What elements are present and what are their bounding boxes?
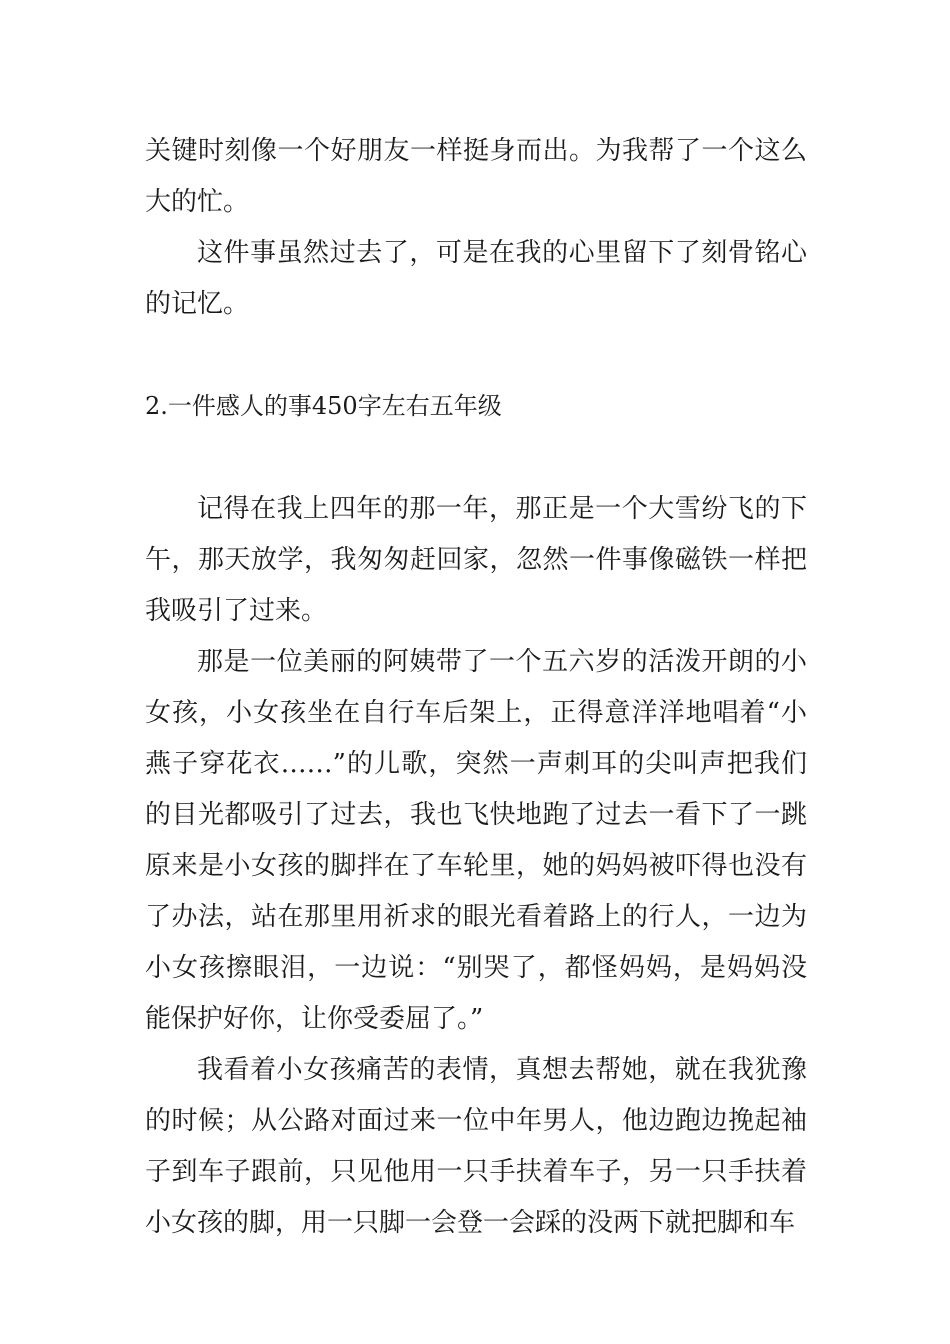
section-heading: 2.一件感人的事450字左右五年级: [145, 392, 502, 420]
body-paragraph-3: 我看着小女孩痛苦的表情，真想去帮她，就在我犹豫的时候；从公路对面过来一位中年男人，他边跑边挽起袖子到车子跟前，只见他用一只手扶着车子，另一只手扶着小女孩的脚，用一只脚一会登一会踩的没两下就把脚和车: [145, 1055, 807, 1238]
body-paragraph-1: 记得在我上四年的那一年，那正是一个大雪纷飞的下午，那天放学，我匆匆赶回家，忽然一件事像磁铁一样把我吸引了过来。: [145, 494, 807, 626]
closing-paragraph: 这件事虽然过去了，可是在我的心里留下了刻骨铭心的记忆。: [145, 238, 807, 319]
continuation-paragraph: 关键时刻像一个好朋友一样挺身而出。为我帮了一个这么大的忙。: [145, 136, 807, 217]
body-paragraph-2: 那是一位美丽的阿姨带了一个五六岁的活泼开朗的小女孩，小女孩坐在自行车后架上，正得意洋洋地唱着“小燕子穿花衣……”的儿歌，突然一声刺耳的尖叫声把我们的目光都吸引了过去，我也飞快地跑了过去一看下了一跳原来是小女孩的脚拌在了车轮里，她的妈妈被吓得也没有了办法，站在那里用祈求的眼光看着路上的行人，一边为小女孩擦眼泪，一边说：“别哭了，都怪妈妈，是妈妈没能保护好你，让你受委屈了。”: [145, 647, 807, 1034]
document-body: [145, 126, 807, 1249]
